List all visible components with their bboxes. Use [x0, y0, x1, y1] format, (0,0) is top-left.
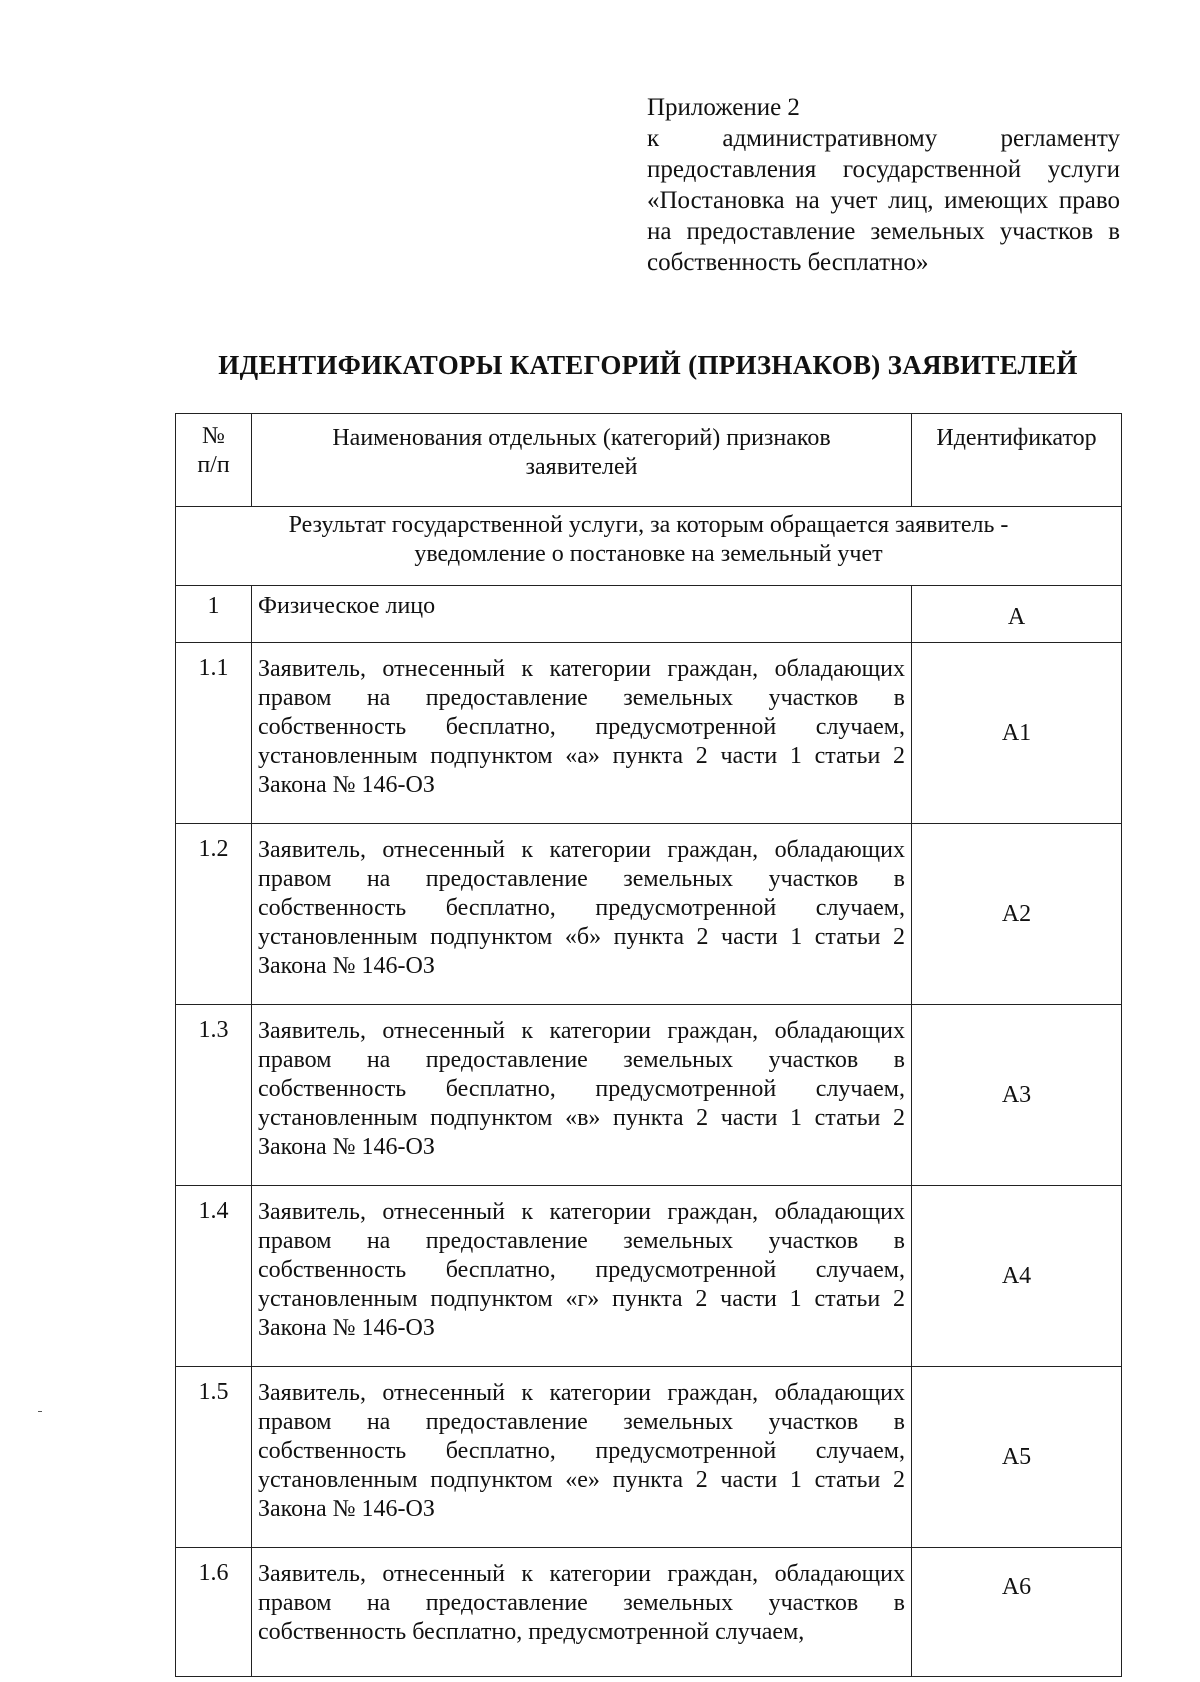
- table-header-row: [176, 414, 1122, 507]
- row-name: Заявитель, отнесенный к категории граждан, обладающих правом на предоставление земельных участков в собственность бесплатно, предусмотренной случаем,: [252, 1548, 912, 1677]
- table-row: [176, 1367, 1122, 1548]
- appendix-block: [647, 92, 1120, 278]
- page-title: ИДЕНТИФИКАТОРЫ КАТЕГОРИЙ (ПРИЗНАКОВ) ЗАЯВИТЕЛЕЙ: [218, 350, 1078, 380]
- header-name: Наименования отдельных (категорий) признаков заявителей: [252, 414, 912, 507]
- table-row: [176, 824, 1122, 1005]
- appendix-text: к административному регламенту предоставления государственной услуги «Постановка на учет лиц, имеющих право на предоставление земельных участков в собственность бесплатно»: [647, 125, 1120, 276]
- row-num: 1: [176, 586, 252, 643]
- row-name: Физическое лицо: [252, 586, 912, 643]
- identifiers-table: [175, 413, 1122, 1677]
- row-id: А5: [912, 1367, 1122, 1548]
- row-name: Заявитель, отнесенный к категории граждан, обладающих правом на предоставление земельных участков в собственность бесплатно, предусмотренной случаем, установленным подпунктом «а» пункта 2 части 1 статьи 2 Закона № 146-ОЗ: [252, 643, 912, 824]
- row-name: Заявитель, отнесенный к категории граждан, обладающих правом на предоставление земельных участков в собственность бесплатно, предусмотренной случаем, установленным подпунктом «в» пункта 2 части 1 статьи 2 Закона № 146-ОЗ: [252, 1005, 912, 1186]
- row-id: А6: [912, 1548, 1122, 1677]
- row-num: 1.5: [176, 1367, 252, 1548]
- row-num: 1.4: [176, 1186, 252, 1367]
- row-num: 1.6: [176, 1548, 252, 1677]
- row-id: А4: [912, 1186, 1122, 1367]
- row-id: А3: [912, 1005, 1122, 1186]
- scan-mark: [38, 1411, 42, 1412]
- header-id: Идентификатор: [912, 414, 1122, 507]
- row-name: Заявитель, отнесенный к категории граждан, обладающих правом на предоставление земельных участков в собственность бесплатно, предусмотренной случаем, установленным подпунктом «е» пункта 2 части 1 статьи 2 Закона № 146-ОЗ: [252, 1367, 912, 1548]
- row-id: А2: [912, 824, 1122, 1005]
- row-num: 1.2: [176, 824, 252, 1005]
- result-row: [176, 507, 1122, 586]
- result-cell: Результат государственной услуги, за которым обращается заявитель - уведомление о постановке на земельный учет: [176, 507, 1122, 586]
- table-row: [176, 1005, 1122, 1186]
- row-id: А1: [912, 643, 1122, 824]
- row-num: 1.1: [176, 643, 252, 824]
- row-num: 1.3: [176, 1005, 252, 1186]
- row-name: Заявитель, отнесенный к категории граждан, обладающих правом на предоставление земельных участков в собственность бесплатно, предусмотренной случаем, установленным подпунктом «г» пункта 2 части 1 статьи 2 Закона № 146-ОЗ: [252, 1186, 912, 1367]
- header-num: № п/п: [176, 414, 252, 507]
- table-row: [176, 1186, 1122, 1367]
- table-row: [176, 1548, 1122, 1677]
- row-id: А: [912, 586, 1122, 643]
- table-row: [176, 586, 1122, 643]
- appendix-number: Приложение 2: [647, 94, 800, 121]
- table-row: [176, 643, 1122, 824]
- row-name: Заявитель, отнесенный к категории граждан, обладающих правом на предоставление земельных участков в собственность бесплатно, предусмотренной случаем, установленным подпунктом «б» пункта 2 части 1 статьи 2 Закона № 146-ОЗ: [252, 824, 912, 1005]
